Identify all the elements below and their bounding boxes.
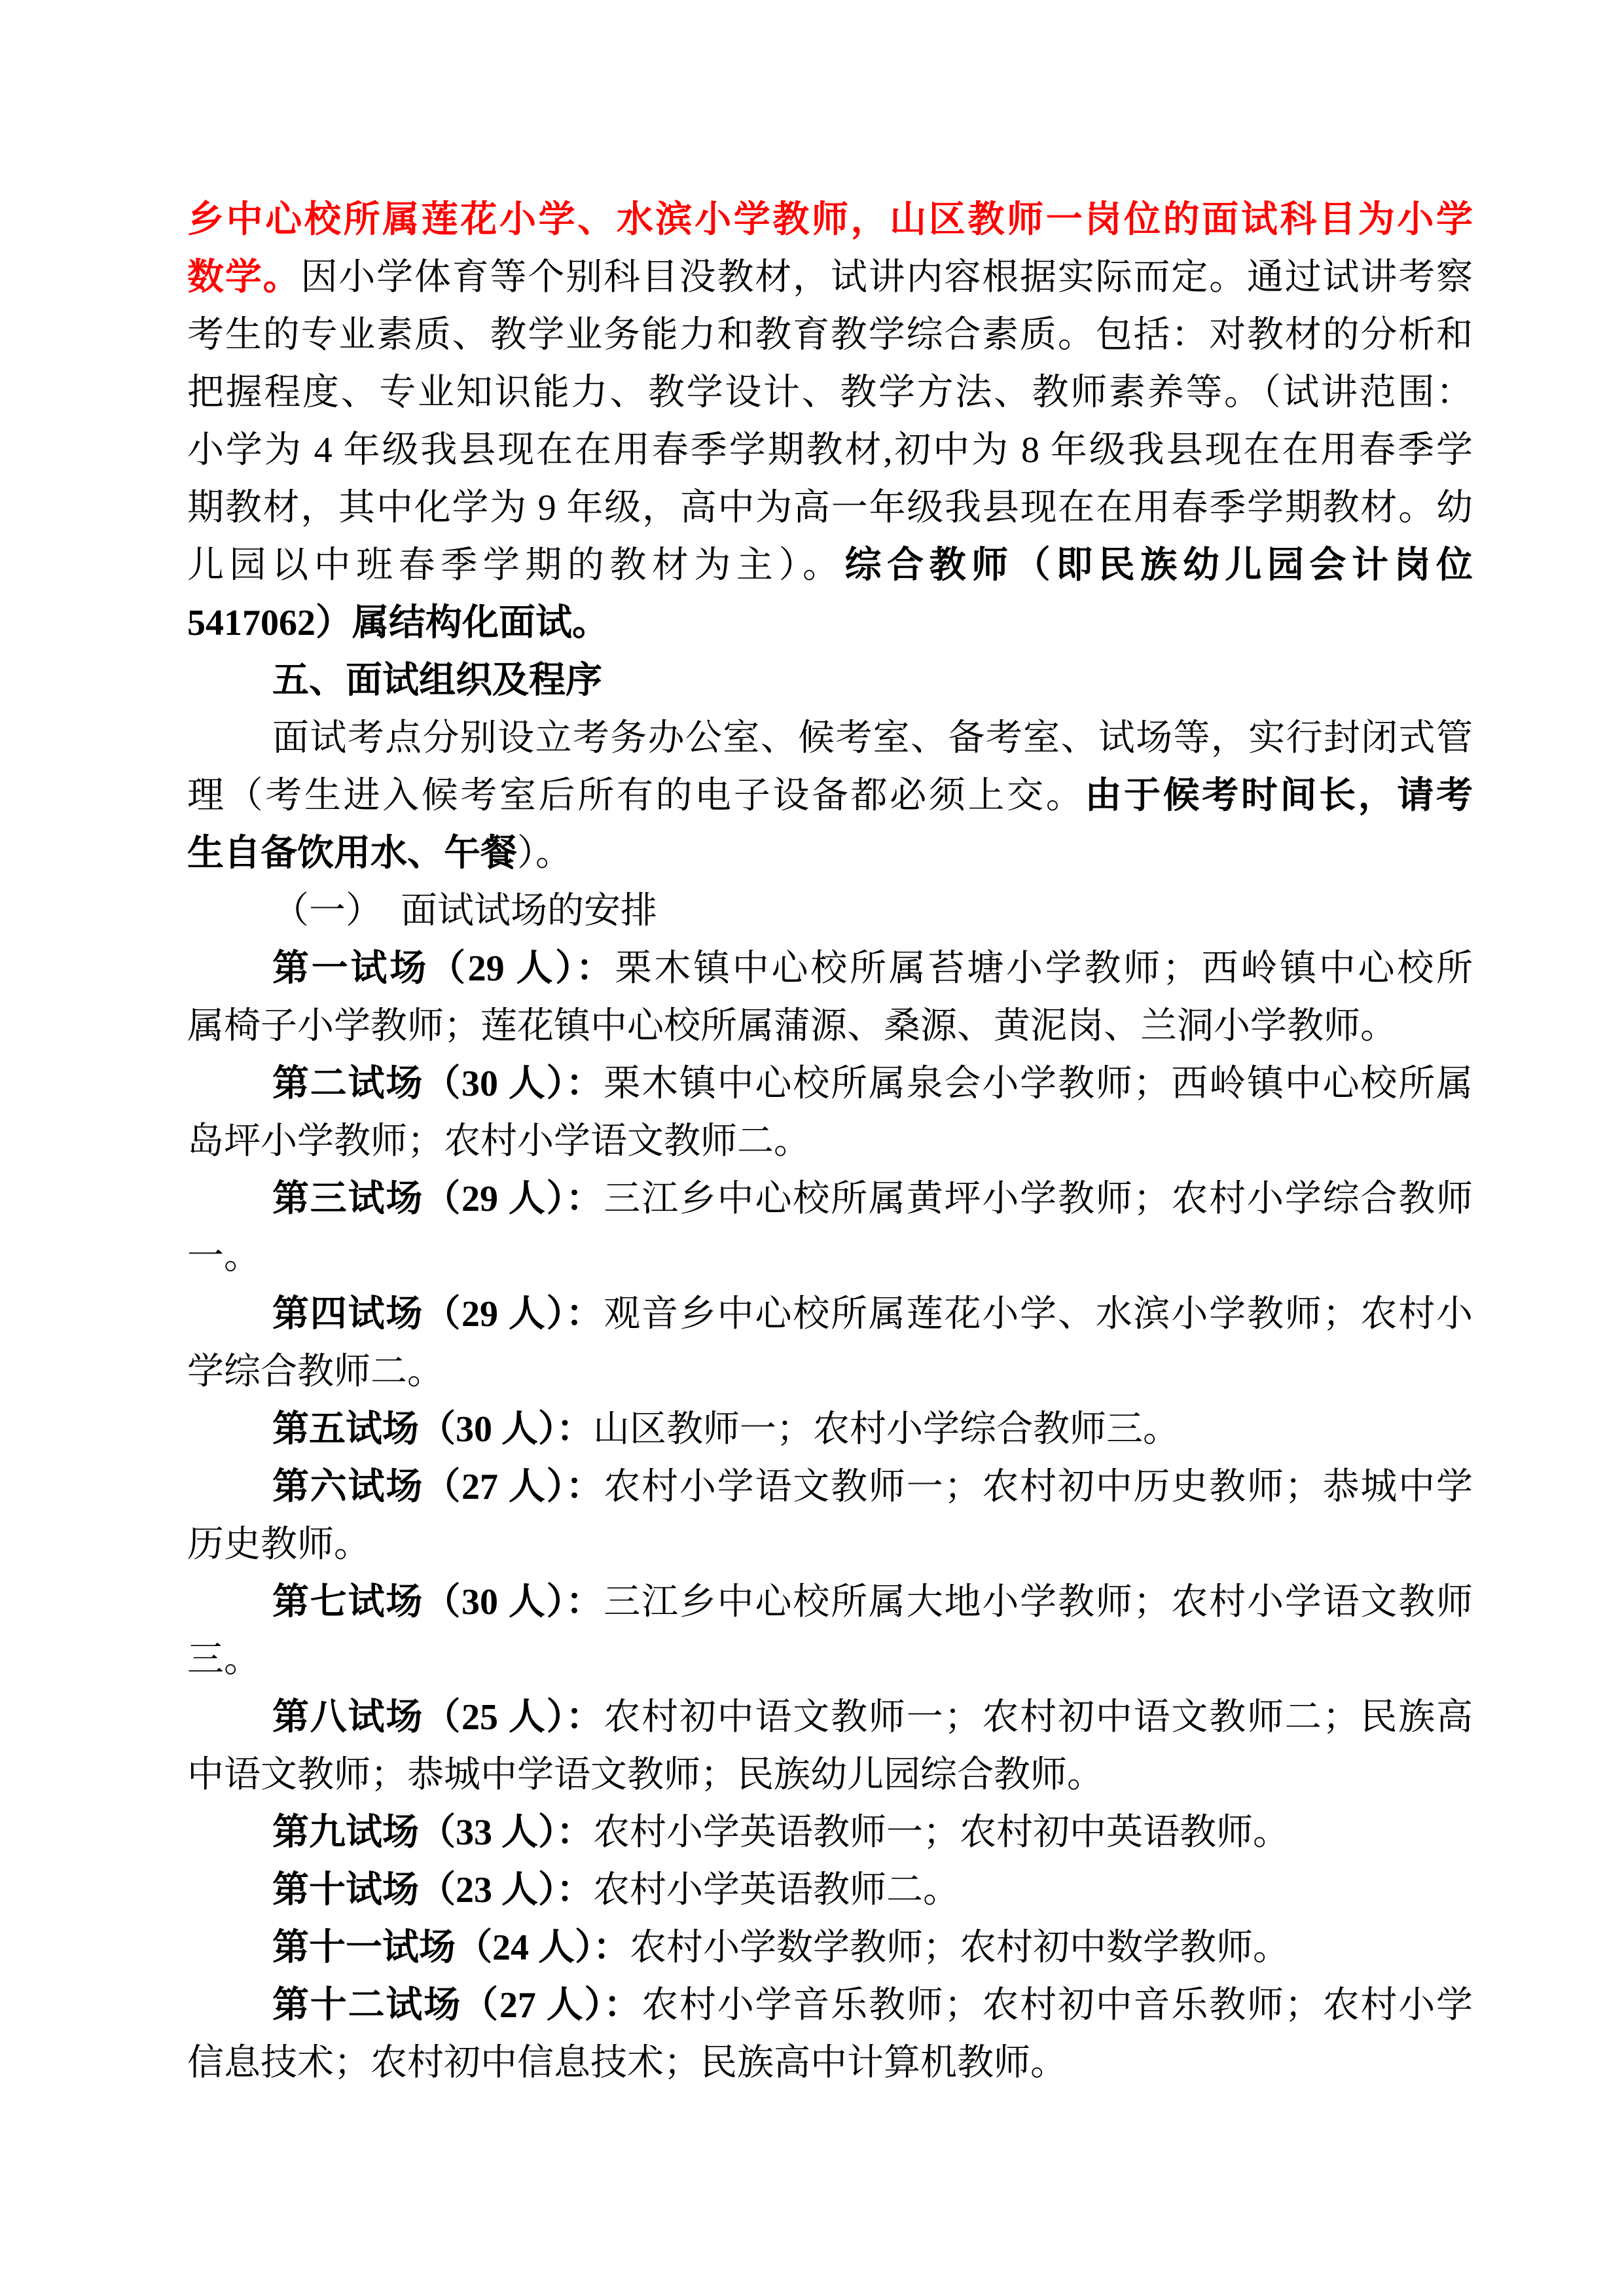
session-text: 农村小学音乐教师；农村初中音乐教师；农村小学 [641, 1985, 1473, 2026]
doc-line-21 [187, 1343, 1473, 1401]
session-label: 第六试场（27 人）： [272, 1467, 604, 1507]
doc-line-08 [187, 594, 1473, 652]
doc-line-30 [187, 1861, 1473, 1919]
session-text: 三。 [187, 1640, 261, 1680]
doc-line-09 [187, 652, 1473, 709]
doc-line-22 [187, 1401, 1473, 1458]
doc-line-07 [187, 537, 1473, 594]
doc-line-26 [187, 1631, 1473, 1689]
session-label: 第五试场（30 人）： [272, 1409, 593, 1450]
session-label: 第十一试场（24 人）： [272, 1928, 630, 1968]
doc-line-02 [187, 249, 1473, 306]
session-text: 栗木镇中心校所属苔塘小学教师；西岭镇中心校所 [615, 948, 1473, 989]
body-text: ）。 [517, 833, 572, 874]
doc-line-15 [187, 997, 1473, 1055]
session-label: 第四试场（29 人）： [272, 1294, 604, 1335]
session-text: 农村小学英语教师一；农村初中英语教师。 [593, 1812, 1290, 1853]
bold-emphasis-text: 由于候考时间长，请考 [1085, 776, 1473, 816]
session-text: 农村小学数学教师；农村初中数学教师。 [630, 1928, 1290, 1968]
session-text: 中语文教师；恭城中学语文教师；民族幼儿园综合教师。 [187, 1755, 1104, 1795]
doc-line-27 [187, 1689, 1473, 1746]
doc-line-23 [187, 1458, 1473, 1516]
session-text: 岛坪小学教师；农村小学语文教师二。 [187, 1121, 810, 1162]
bold-emphasis-text: 综合教师（即民族幼儿园会计岗位 [844, 545, 1473, 586]
doc-line-04 [187, 364, 1473, 422]
body-text: 期教材，其中化学为 9 年级，高中为高一年级我县现在在用春季学期教材。幼 [187, 488, 1473, 528]
body-text: 理（考生进入候考室后所有的电子设备都必须上交。 [187, 776, 1085, 816]
doc-line-14 [187, 940, 1473, 997]
session-text: 学综合教师二。 [187, 1352, 444, 1392]
doc-line-20 [187, 1285, 1473, 1343]
session-label: 第八试场（25 人）： [272, 1697, 604, 1738]
session-text: 三江乡中心校所属黄坪小学教师；农村小学综合教师 [604, 1179, 1473, 1219]
doc-line-12 [187, 825, 1473, 882]
body-text: 考生的专业素质、教学业务能力和教育教学综合素质。包括：对教材的分析和 [187, 315, 1473, 355]
bold-emphasis-text: 生自备饮用水、午餐 [187, 833, 517, 874]
subsection-heading: （一） 面试试场的安排 [272, 891, 657, 931]
body-text: 因小学体育等个别科目没教材，试讲内容根据实际而定。通过试讲考察 [300, 257, 1473, 298]
session-label: 第十试场（23 人）： [272, 1870, 593, 1910]
doc-line-05 [187, 422, 1473, 479]
session-label: 第九试场（33 人）： [272, 1812, 593, 1853]
session-text: 属椅子小学教师；莲花镇中心校所属蒲源、桑源、黄泥岗、兰洞小学教师。 [187, 1006, 1397, 1047]
doc-line-18 [187, 1170, 1473, 1228]
doc-line-29 [187, 1804, 1473, 1861]
doc-line-16 [187, 1055, 1473, 1113]
doc-line-24 [187, 1516, 1473, 1573]
red-notice-text: 数学。 [187, 257, 301, 298]
doc-line-28 [187, 1746, 1473, 1804]
session-text: 历史教师。 [187, 1524, 370, 1565]
session-label: 第一试场（29 人）： [272, 948, 615, 989]
doc-line-13 [187, 882, 1473, 940]
body-text: 把握程度、专业知识能力、教学设计、教学方法、教师素养等。（试讲范围： [187, 372, 1473, 413]
session-text: 观音乡中心校所属莲花小学、水滨小学教师；农村小 [604, 1294, 1473, 1335]
body-text: 面试考点分别设立考务办公室、候考室、备考室、试场等，实行封闭式管 [272, 718, 1473, 759]
doc-line-19 [187, 1228, 1473, 1285]
session-text: 山区教师一；农村小学综合教师三。 [593, 1409, 1180, 1450]
doc-line-33 [187, 2034, 1473, 2092]
session-text: 信息技术；农村初中信息技术；民族高中计算机教师。 [187, 2043, 1067, 2083]
session-text: 农村初中语文教师一；农村初中语文教师二；民族高 [604, 1697, 1473, 1738]
session-text: 农村小学英语教师二。 [593, 1870, 960, 1910]
doc-line-32 [187, 1977, 1473, 2034]
doc-line-25 [187, 1573, 1473, 1631]
session-label: 第二试场（30 人）： [272, 1064, 604, 1104]
doc-line-03 [187, 306, 1473, 364]
doc-line-10 [187, 709, 1473, 767]
session-text: 一。 [187, 1236, 261, 1277]
doc-line-11 [187, 767, 1473, 825]
session-text: 农村小学语文教师一；农村初中历史教师；恭城中学 [604, 1467, 1473, 1507]
session-label: 第十二试场（27 人）： [272, 1985, 642, 2026]
body-text: 小学为 4 年级我县现在在用春季学期教材,初中为 8 年级我县现在在用春季学 [187, 430, 1473, 471]
doc-line-06 [187, 479, 1473, 537]
body-text: 儿园以中班春季学期的教材为主）。 [187, 545, 845, 586]
doc-line-17 [187, 1113, 1473, 1170]
session-label: 第三试场（29 人）： [272, 1179, 604, 1219]
bold-emphasis-text: 5417062）属结构化面试。 [187, 603, 609, 643]
doc-line-31 [187, 1919, 1473, 1977]
session-text: 栗木镇中心校所属泉会小学教师；西岭镇中心校所属 [604, 1064, 1473, 1104]
section-heading: 五、面试组织及程序 [272, 660, 602, 701]
doc-line-01 [187, 191, 1473, 249]
red-notice-text: 乡中心校所属莲花小学、水滨小学教师，山区教师一岗位的面试科目为小学 [187, 200, 1473, 240]
session-label: 第七试场（30 人）： [272, 1582, 604, 1623]
session-text: 三江乡中心校所属大地小学教师；农村小学语文教师 [604, 1582, 1473, 1623]
